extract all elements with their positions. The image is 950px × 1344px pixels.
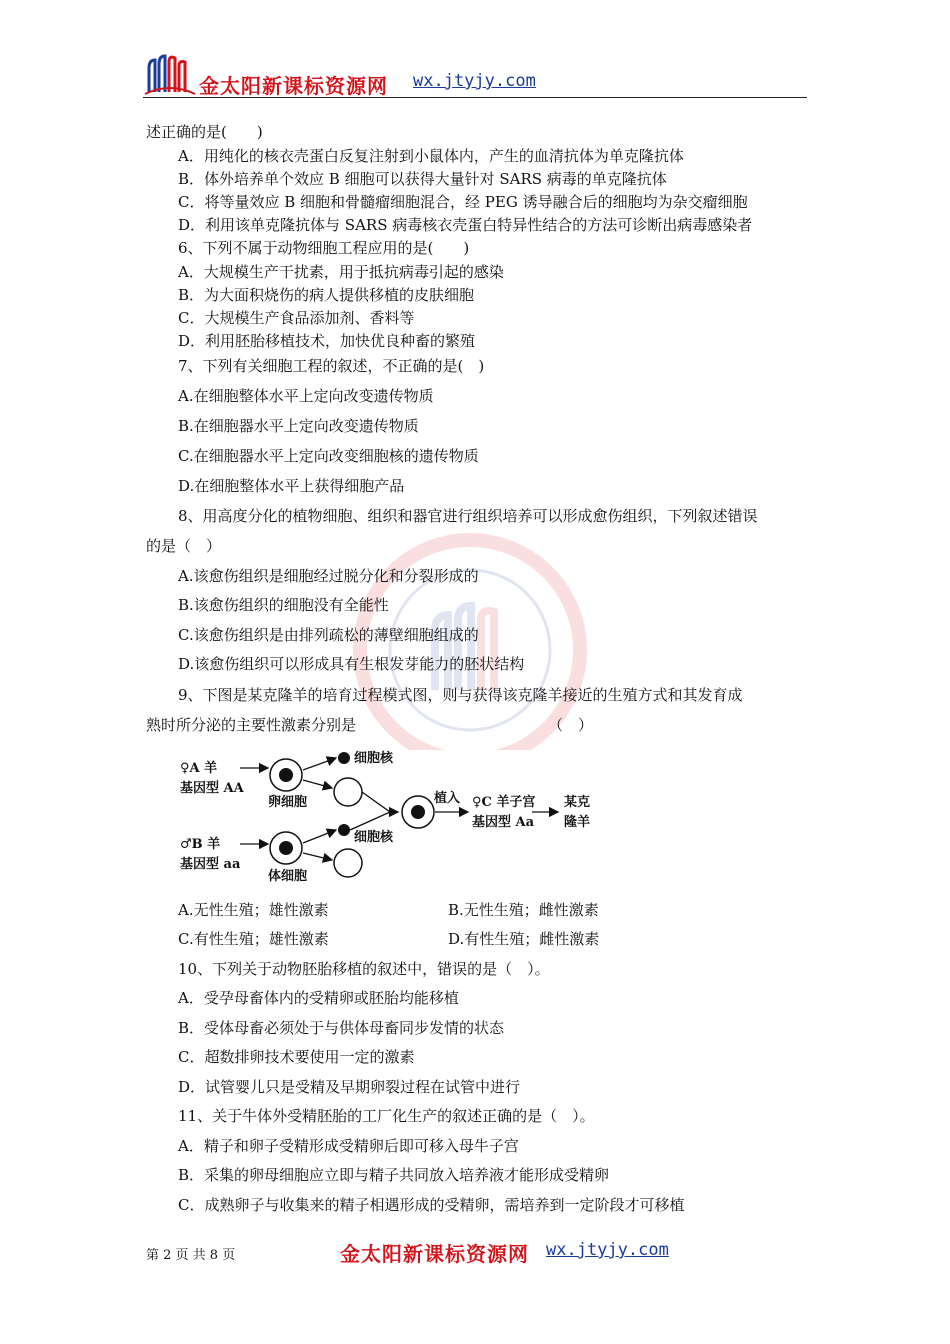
arrow-body-remainder (303, 853, 332, 860)
clone-label-1: 某克 (564, 795, 591, 810)
uterus-genotype: 基因型 Aa (472, 815, 535, 830)
arrow-egg-nucleus (303, 758, 336, 770)
q11-option-a: A．精子和卵子受精形成受精卵后即可移入母牛子宫 (178, 1137, 519, 1155)
clone-label-2: 隆羊 (564, 815, 591, 830)
header-divider (143, 97, 807, 98)
bottom-nucleus-shape (338, 824, 350, 836)
egg-cell-label: 卵细胞 (268, 795, 308, 810)
q5-stem-tail: 述正确的是( ) (146, 123, 263, 141)
top-nucleus-shape (338, 752, 350, 764)
q10-option-c: C．超数排卵技术要使用一定的激素 (178, 1048, 415, 1066)
implant-label: 植入 (434, 791, 461, 806)
q8-option-c: C.该愈伤组织是由排列疏松的薄壁细胞组成的 (178, 626, 479, 644)
q10-option-b: B．受体母畜必须处于与供体母畜同步发情的状态 (178, 1019, 505, 1037)
q7-option-d: D.在细胞整体水平上获得细胞产品 (178, 477, 405, 495)
q9-stem-line1: 9、下图是某克隆羊的培育过程模式图，则与获得该克隆羊接近的生殖方式和其发育成 (178, 686, 743, 704)
q9-option-a: A.无性生殖；雄性激素 (178, 901, 329, 919)
merge-line-bottom (350, 812, 390, 830)
q8-option-d: D.该愈伤组织可以形成具有生根发芽能力的胚状结构 (178, 655, 525, 673)
q11-option-c: C．成熟卵子与收集来的精子相遇形成的受精卵，需培养到一定阶段才可移植 (178, 1196, 685, 1214)
q5-option-b: B．体外培养单个效应 B 细胞可以获得大量针对 SARS 病毒的单克隆抗体 (178, 170, 667, 188)
q9-answer-paren: （ ） (548, 716, 594, 734)
q9-option-d: D.有性生殖；雌性激素 (448, 930, 600, 948)
q7-option-a: A.在细胞整体水平上定向改变遗传物质 (178, 387, 434, 405)
q6-option-a: A．大规模生产干扰素，用于抵抗病毒引起的感染 (178, 263, 504, 281)
q7-stem: 7、下列有关细胞工程的叙述，不正确的是( ) (178, 357, 485, 375)
sheep-b-genotype: 基因型 aa (180, 857, 241, 872)
q9-stem-line2: 熟时所分泌的主要性激素分别是 (146, 716, 357, 734)
body-cell-label: 体细胞 (268, 869, 308, 884)
q10-stem: 10、下列关于动物胚胎移植的叙述中，错误的是（ ）。 (178, 960, 550, 978)
q11-option-b: B．采集的卵母细胞应立即与精子共同放入培养液才能形成受精卵 (178, 1166, 610, 1184)
footer-brand: 金太阳新课标资源网 (340, 1242, 529, 1266)
merge-line-top (362, 792, 390, 812)
q8-stem-line1: 8、用高度分化的植物细胞、组织和器官进行组织培养可以形成愈伤组织，下列叙述错误 (178, 507, 758, 525)
egg-nucleus-shape (279, 768, 293, 782)
bottom-nucleus-label: 细胞核 (354, 830, 394, 845)
q6-stem: 6、下列不属于动物细胞工程应用的是( ) (178, 239, 470, 257)
cloning-diagram (178, 748, 618, 888)
top-nucleus-label: 细胞核 (354, 751, 394, 766)
logo-icon (143, 52, 197, 100)
q6-option-d: D．利用胚胎移植技术，加快优良种畜的繁殖 (178, 332, 476, 350)
body-remainder-shape (334, 849, 362, 877)
q6-option-b: B．为大面积烧伤的病人提供移植的皮肤细胞 (178, 286, 475, 304)
q5-option-a: A．用纯化的核衣壳蛋白反复注射到小鼠体内，产生的血清抗体为单克隆抗体 (178, 147, 684, 165)
q6-option-c: C．大规模生产食品添加剂、香料等 (178, 309, 415, 327)
q11-stem: 11、关于牛体外受精胚胎的工厂化生产的叙述正确的是（ ）。 (178, 1107, 595, 1125)
uterus-label: ♀C 羊子宫 (472, 795, 536, 810)
q7-option-b: B.在细胞器水平上定向改变遗传物质 (178, 417, 419, 435)
q8-stem-line2: 的是（ ） (146, 537, 222, 555)
body-nucleus-shape (279, 841, 293, 855)
sheep-b-label: ♂B 羊 (180, 837, 221, 852)
q9-option-b: B.无性生殖；雌性激素 (448, 901, 599, 919)
q7-option-c: C.在细胞器水平上定向改变细胞核的遗传物质 (178, 447, 479, 465)
q8-option-b: B.该愈伤组织的细胞没有全能性 (178, 596, 389, 614)
sheep-a-label: ♀A 羊 (180, 761, 218, 776)
enucleated-egg-shape (334, 778, 362, 806)
page-number: 第 2 页 共 8 页 (146, 1248, 236, 1263)
page-header (143, 52, 807, 100)
q8-option-a: A.该愈伤组织是细胞经过脱分化和分裂形成的 (178, 567, 479, 585)
footer-url-link[interactable]: wx.jtyjy.com (546, 1240, 669, 1260)
q5-option-c: C．将等量效应 B 细胞和骨髓瘤细胞混合，经 PEG 诱导融合后的细胞均为杂交瘤细胞 (178, 193, 748, 211)
header-brand: 金太阳新课标资源网 (199, 74, 388, 98)
q10-option-d: D．试管婴儿只是受精及早期卵裂过程在试管中进行 (178, 1078, 521, 1096)
sheep-a-genotype: 基因型 AA (180, 781, 244, 796)
arrow-egg-enucleated (303, 780, 332, 788)
q10-option-a: A．受孕母畜体内的受精卵或胚胎均能移植 (178, 989, 459, 1007)
q5-option-d: D．利用该单克隆抗体与 SARS 病毒核衣壳蛋白特异性结合的方法可诊断出病毒感染者 (178, 216, 753, 234)
header-url-link[interactable]: wx.jtyjy.com (413, 71, 536, 91)
arrow-body-nucleus (303, 830, 336, 843)
fused-nucleus-shape (411, 805, 425, 819)
q9-option-c: C.有性生殖；雄性激素 (178, 930, 329, 948)
